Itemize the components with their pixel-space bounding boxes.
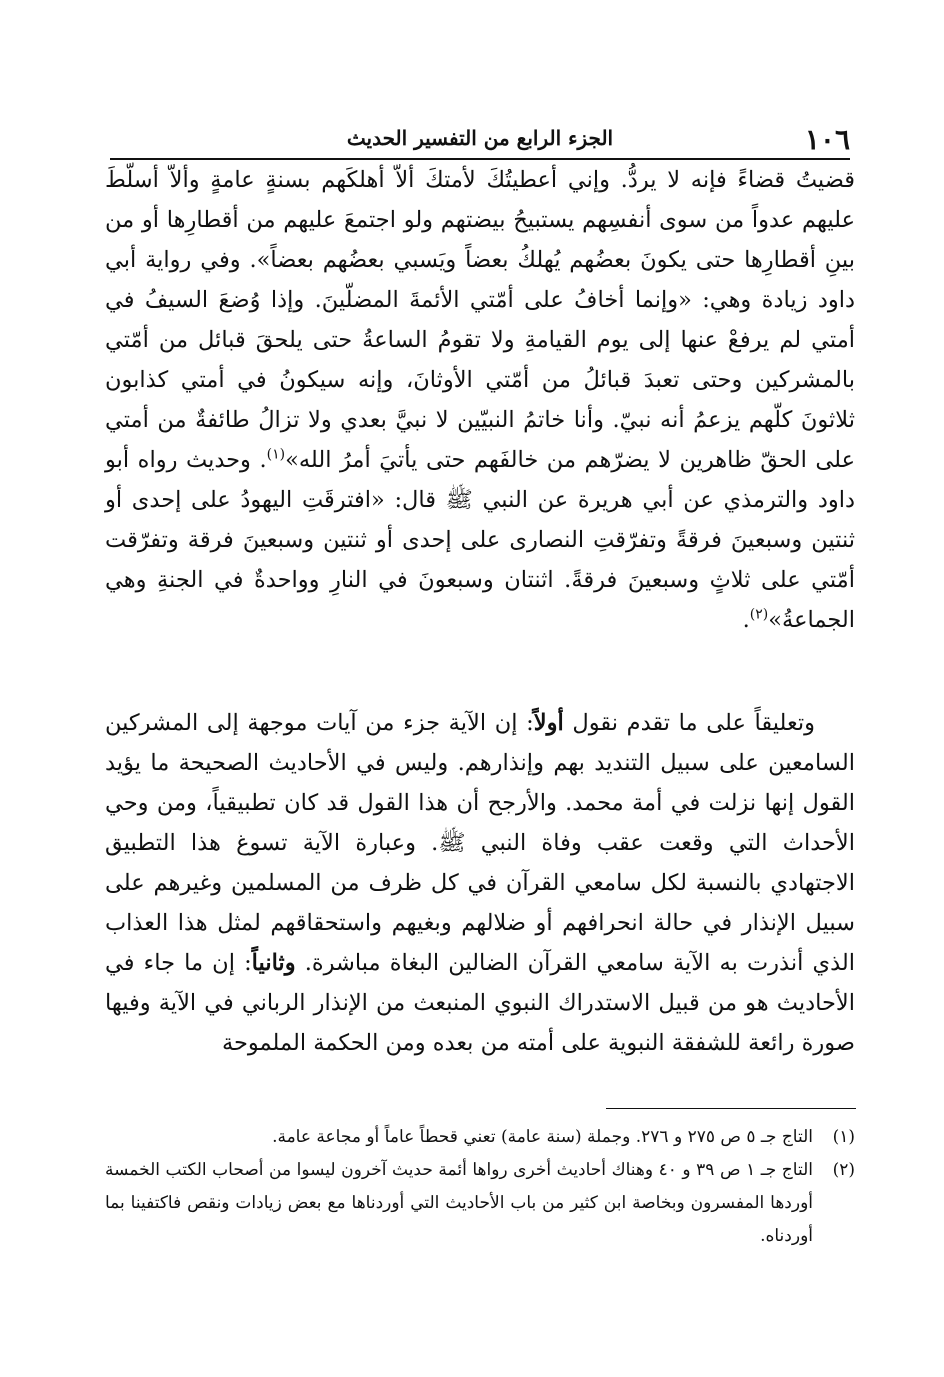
paragraph-text-part: . وحديث رواه أبو داود والترمذي عن أبي هريرة عن النبي ﷺ قال: «افترقَتِ اليهودُ على إحدى أو ثنتين وسبعينَ فرقةً وتفرّقتِ النصارى على إحدى أو ثنتين وسبعينَ فرقة وتفرّقت أمّتي على ثلاثٍ وسبعينَ فرقةً. اثنتان وسبعونَ في النارِ وواحدةٌ في الجنةِ وهي الجماعةُ» xyxy=(105,447,855,633)
paragraph-text-part: قضيتُ قضاءً فإنه لا يردُّ. وإني أعطيتُكَ لأمتكَ ألاّ أهلكَهم بسنةٍ عامةٍ وألاّ أسلّطَ عليهم عدواً من سوى أنفسِهم يستبيحُ بيضتهم ولو اجتمعَ عليهم من أقطارِها أو من بينِ أقطارِها حتى يكونَ بعضُهم يُهلكُ بعضاً ويَسبي بعضُهم بعضاً». وفي رواية أبي داود زيادة وهي: «وإنما أخافُ على أمّتي الأئمةَ المضلّينَ. وإذا وُضعَ السيفُ في أمتي لم يرفعْ عنها إلى يوم القيامةِ ولا تقومُ الساعةُ حتى يلحقَ قبائل من أمّتي بالمشركين وحتى تعبدَ قبائلُ من أمّتي الأوثانَ، وإنه سيكونُ في أمتي كذابون ثلاثونَ كلّهم يزعمُ أنه نبيّ. وأنا خاتمُ النبيّين لا نبيَّ بعدي ولا تزالُ طائفةٌ من أمتي على الحقّ ظاهرين لا يضرّهم من خالفَهم حتى يأتيَ أمرُ الله» xyxy=(105,167,855,473)
footnote-number: (٢) xyxy=(832,1160,855,1180)
paragraph-text xyxy=(105,703,855,1063)
commentary-paragraph xyxy=(105,703,855,1063)
paragraph-end: . xyxy=(742,607,750,633)
paragraph-text-part: : إن ما جاء في الأحاديث هو من قبيل الاستدراك النبوي المنبعث من الإنذار الرباني في الآية وفيها صورة رائعة للشفقة النبوية على أمته من بعده ومن الحكمة الملموحة xyxy=(105,950,855,1056)
footnote-text: التاج جـ ٥ ص ٢٧٥ و ٢٧٦. وجملة (سنة عامة) تعني قحطاً عاماً أو مجاعة عامة. xyxy=(272,1127,813,1147)
second-point-label: وثانياً xyxy=(251,950,296,976)
first-point-label: أولاً xyxy=(533,710,564,736)
page-number: ١٠٦ xyxy=(804,123,850,156)
paragraph-text xyxy=(105,160,855,640)
footnote-1 xyxy=(105,1121,855,1154)
footnote-ref-2[interactable]: (٢) xyxy=(749,606,769,623)
paragraph-text-part: : إن الآية جزء من آيات موجهة إلى المشركين السامعين على سبيل التنديد بهم وإنذارهم. وليس في الأحاديث الصحيحة ما يؤيد القول إنها نزلت في أمة محمد. والأرجح أن هذا القول قد كان تطبيقياً، ومن وحي الأحداث التي وقعت عقب وفاة النبي ﷺ. وعبارة الآية تسوغ هذا التطبيق الاجتهادي بالنسبة لكل سامعي القرآن في كل ظرف من المسلمين وغيرهم على سبيل الإنذار في حالة انحرافهم أو ضلالهم وبغيهم واستحقاقهم لمثل هذا العذاب الذي أنذرت به الآية سامعي القرآن الضالين البغاة مباشرة. xyxy=(105,710,856,976)
running-title: الجزء الرابع من التفسير الحديث xyxy=(346,126,614,150)
hadith-paragraph xyxy=(105,160,855,640)
footnote-2 xyxy=(105,1154,855,1253)
paragraph-text-part: وتعليقاً على ما تقدم نقول xyxy=(563,710,815,736)
page-header xyxy=(110,118,850,160)
footnote-number: (١) xyxy=(832,1127,855,1147)
footnote-text: التاج جـ ١ ص ٣٩ و ٤٠ وهناك أحاديث أخرى رواها أئمة حديث آخرون ليسوا من أصحاب الكتب الخمسة أوردها المفسرون وبخاصة ابن كثير من باب الأحاديث التي أوردناها مع بعض زيادات ونقص فاكتفينا بما أوردناه. xyxy=(105,1160,813,1246)
footnote-separator xyxy=(606,1108,856,1109)
footnote-ref-1[interactable]: (١) xyxy=(266,446,286,463)
footnotes xyxy=(105,1121,855,1253)
